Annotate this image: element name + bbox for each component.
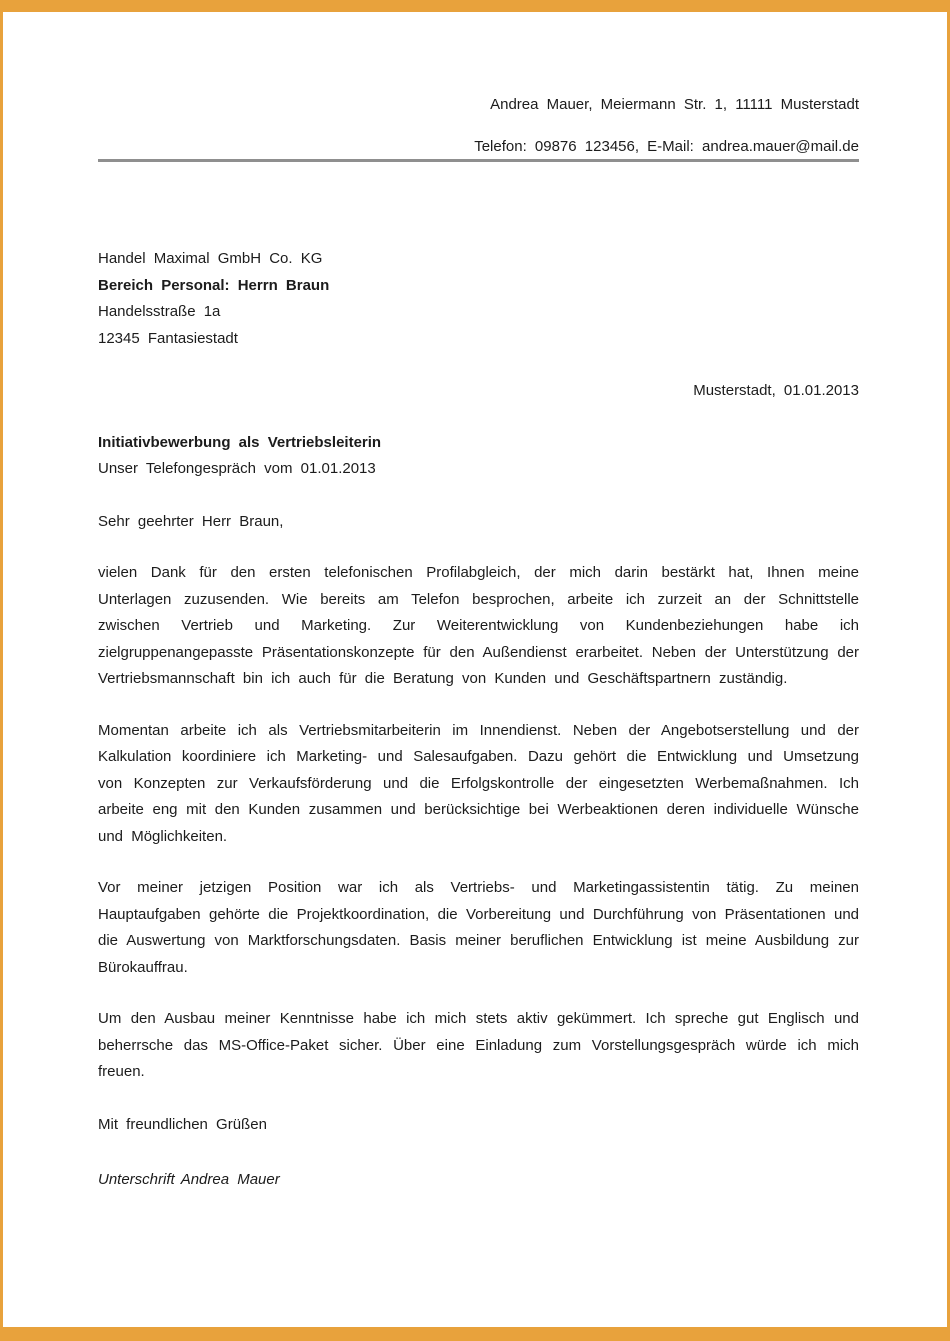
header-divider <box>98 159 859 162</box>
recipient-city: 12345 Fantasiestadt <box>98 329 238 347</box>
recipient-block <box>98 246 859 352</box>
recipient-street: Handelsstraße 1a <box>98 303 221 320</box>
signature-line <box>98 1167 859 1193</box>
recipient-department: Bereich Personal: Herrn Braun <box>98 276 330 294</box>
subject-line: Initiativbewerbung als Vertriebsleiterin <box>98 434 382 451</box>
body-paragraph-4: Um den Ausbau meiner Kenntnisse habe ich mich stets aktiv gekümmert. Ich spreche gut Englisch und beherrsche das MS-Office-Paket sicher. Über eine Einladung zum Vorstellungsgespräch würde ich mich freuen. <box>98 1010 859 1080</box>
date-line: Musterstadt, 01.01.2013 <box>693 382 859 399</box>
recipient-company: Handel Maximal GmbH Co. KG <box>98 250 323 267</box>
reference-line: Unser Telefongespräch vom 01.01.2013 <box>98 460 376 477</box>
salutation: Sehr geehrter Herr Braun, <box>98 513 284 530</box>
sender-address-line: Andrea Mauer, Meiermann Str. 1, 11111 Musterstadt <box>490 96 859 113</box>
signature-name: Andrea Mauer <box>180 1170 280 1188</box>
closing-line: Mit freundlichen Grüßen <box>98 1115 267 1133</box>
letter-content <box>3 12 947 1327</box>
body-paragraph-2: Momentan arbeite ich als Vertriebsmitarbeiterin im Innendienst. Neben der Angebotserstellung und der Kalkulation koordiniere ich Marketing- und Salesaufgaben. Dazu gehört die Entwicklung und Umsetzung von Konzepten zur Verkaufsförderung und die Erfolgskontrolle der eingesetzten Werbemaßnahmen. Ich arbeite eng mit den Kunden zusammen und berücksichtige bei Werbeaktionen deren individuelle Wünsche und Möglichkeiten. <box>98 721 859 845</box>
sender-contact-line: Telefon: 09876 123456, E-Mail: andrea.mauer@mail.de <box>474 138 859 155</box>
body-paragraph-3: Vor meiner jetzigen Position war ich als Vertriebs- und Marketingassistentin tätig. Zu meinen Hauptaufgaben gehörte die Projektkoordination, die Vorbereitung und Durchführung von Präsentationen und die Auswertung von Marktforschungsdaten. Basis meiner beruflichen Entwicklung ist meine Ausbildung zur Bürokauffrau. <box>98 879 859 976</box>
signature-label: Unterschrift <box>98 1170 175 1188</box>
body-paragraph-1: vielen Dank für den ersten telefonischen Profilabgleich, der mich darin bestärkt hat, Ihnen meine Unterlagen zuzusenden. Wie bereits am Telefon besprochen, arbeite ich zurzeit an der Schnittstelle zwischen Vertrieb und Marketing. Zur Weiterentwicklung von Kundenbeziehungen habe ich zielgruppenangepasste Präsentationskonzepte für den Außendienst erarbeitet. Neben der Unterstützung der Vertriebsmannschaft bin ich auch für die Beratung von Kunden und Geschäftspartnern zuständig. <box>98 564 859 687</box>
